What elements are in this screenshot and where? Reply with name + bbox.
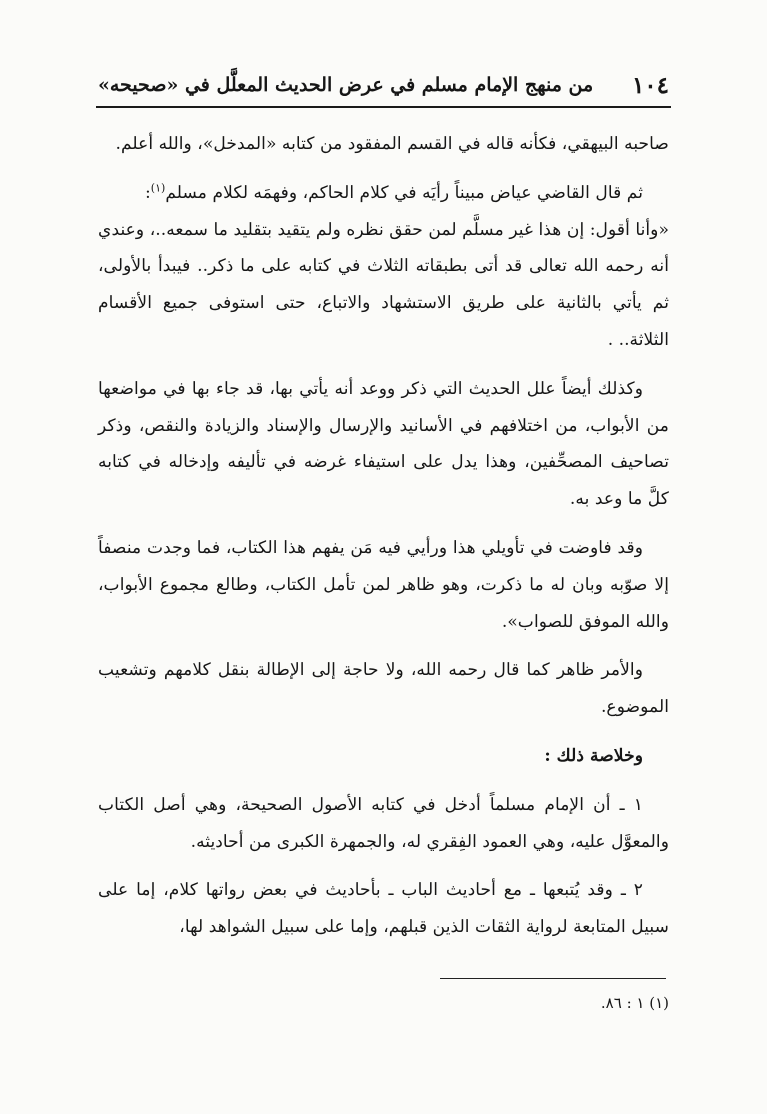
list-item-text: ١ ـ أن الإمام مسلماً أدخل في كتابه الأصول الصحيحة، وهي أصل الكتاب والمعوَّل عليه، وهي العمود الفِقري له، والجمهرة الكبرى من أحاديثه. [98, 794, 669, 852]
paragraph-text: وقد فاوضت في تأويلي هذا ورأيي فيه مَن يفهم هذا الكتاب، فما وجدت منصفاً إلا صوّبه وبان له ما ذكرت، وهو ظاهر لمن تأمل الكتاب، وطالع مجموع الأبواب، والله الموفق للصواب». [98, 537, 669, 632]
header-rule [96, 106, 671, 108]
colon: : [145, 182, 151, 203]
paragraph-text: والأمر ظاهر كما قال رحمه الله، ولا حاجة إلى الإطالة بنقل كلامهم وتشعيب الموضوع. [98, 660, 669, 718]
main-text [98, 126, 669, 958]
paragraph [98, 126, 669, 163]
summary-heading: وخلاصة ذلك : [544, 745, 643, 766]
list-item [98, 787, 669, 861]
paragraph-text: وكذلك أيضاً علل الحديث التي ذكر ووعد أنه يأتي بها، قد جاء بها في مواضعها من الأبواب، من اختلافهم في الأسانيد والإرسال والإسناد والزيادة والنقص، وذكر تصاحيف المصحِّفين، وهذا يدل على استيفاء غرضه في تأليفه وإدخاله في كتابه كلَّ ما وعد به. [98, 378, 669, 510]
quote-paragraph [98, 212, 669, 359]
page-number: ١٠٤ [631, 72, 669, 99]
list-item-text: ٢ ـ وقد يُتبعها ـ مع أحاديث الباب ـ بأحاديث في بعض رواتها كلام، إما على سبيل المتابعة لرواية الثقات الذين قبلهم، وإما على سبيل الشواهد لها، [98, 880, 669, 938]
running-header [98, 70, 669, 104]
paragraph-text: «وأنا أقول: إن هذا غير مسلَّم لمن حقق نظره ولم يتقيد بتقليد ما سمعه..، وعندي أنه رحمه الله تعالى قد أتى بطبقاته الثلاث في كتابه على ما ذكر.. فيبدأ بالأولى، ثم يأتي بالثانية على طريق الاستشهاد والاتباع، حتى استوفى جميع الأقسام الثلاثة.. . [98, 219, 669, 350]
paragraph [98, 371, 669, 518]
paragraph [98, 530, 669, 640]
paragraph-text: صاحبه البيهقي، فكأنه قاله في القسم المفقود من كتابه «المدخل»، والله أعلم. [115, 134, 669, 154]
paragraph [98, 652, 669, 726]
paragraph-text: ثم قال القاضي عياض مبيناً رأيَه في كلام الحاكم، وفهمَه لكلام مسلم [165, 182, 643, 203]
footnote-rule [440, 978, 666, 979]
running-title: من منهج الإمام مسلم في عرض الحديث المعلَّل في «صحيحه» [98, 74, 594, 96]
footnote: (١) ١ : ٨٦. [600, 994, 669, 1012]
list-item [98, 872, 669, 946]
paragraph [98, 175, 669, 212]
footnote-marker: (١) [150, 181, 166, 195]
